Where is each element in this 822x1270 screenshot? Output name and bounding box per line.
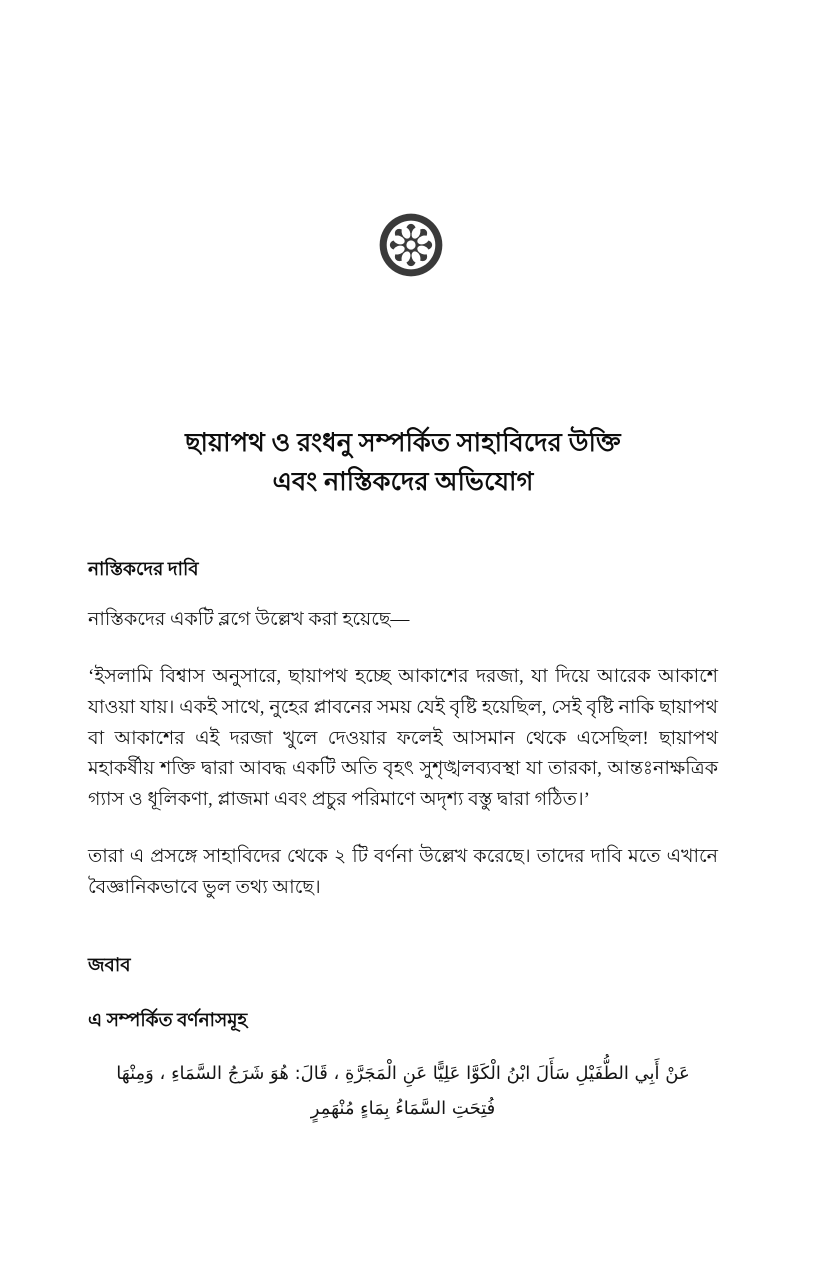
chapter-title-line-2: এবং নাস্তিকদের অভিযোগ — [272, 466, 534, 496]
ornament-container — [0, 213, 822, 277]
chapter-title-line-1: ছায়াপথ ও রংধনু সম্পর্কিত সাহাবিদের উক্তি — [185, 428, 621, 457]
arabic-narration-line-2: السَّمَاءُ بِمَاءٍ مُنْهَمِرٍ — [310, 1097, 447, 1119]
arabic-narration-block — [88, 1057, 718, 1126]
arabic-narration-line-1: عَنْ أَبِي الطُّفَيْلِ سَأَلَ ابْنُ الْكَوَّا عَلِيًّا عَنِ الْمَجَرَّةِ ، قَالَ: هُوَ شَرَجُ السَّمَاءِ ، وَمِنْهَا فُتِحَتِ — [116, 1063, 690, 1119]
section-heading-atheist-claim: নাস্তিকদের দাবি — [88, 559, 199, 580]
claim-intro-paragraph: নাস্তিকদের একটি ব্লগে উল্লেখ করা হয়েছে— — [88, 609, 410, 631]
content-column — [88, 424, 718, 1126]
claim-followup-paragraph: তারা এ প্রসঙ্গে সাহাবিদের থেকে ২ টি বর্ণনা উল্লেখ করেছে। তাদের দাবি মতে এখানে বৈজ্ঞানিকভাবে ভুল তথ্য আছে। — [88, 845, 718, 898]
section-heading-narrations: এ সম্পর্কিত বর্ণনাসমূহ — [88, 1011, 248, 1032]
section-heading-answer: জবাব — [88, 955, 131, 976]
claim-quotation-paragraph: ‘ইসলামি বিশ্বাস অনুসারে, ছায়াপথ হচ্ছে আকাশের দরজা, যা দিয়ে আরেক আকাশে যাওয়া যায়। একই সাথে, নুহের প্লাবনের সময় যেই বৃষ্টি হয়েছিল, সেই বৃষ্টি নাকি ছায়াপথ বা আকাশের এই দরজা খুলে দেওয়ার ফলেই আসমান থেকে এসেছিল! ছায়াপথ মহাকর্ষীয় শক্তি দ্বারা আবদ্ধ একটি অতি বৃহৎ সুশৃঙ্খলব্যবস্থা যা তারকা, আন্তঃনাক্ষত্রিক গ্যাস ও ধূলিকণা, প্লাজমা এবং প্রচুর পরিমাণে অদৃশ্য বস্তু দ্বারা গঠিত।’ — [88, 666, 718, 811]
flower-wheel-ornament — [379, 213, 443, 277]
chapter-title — [88, 424, 718, 502]
